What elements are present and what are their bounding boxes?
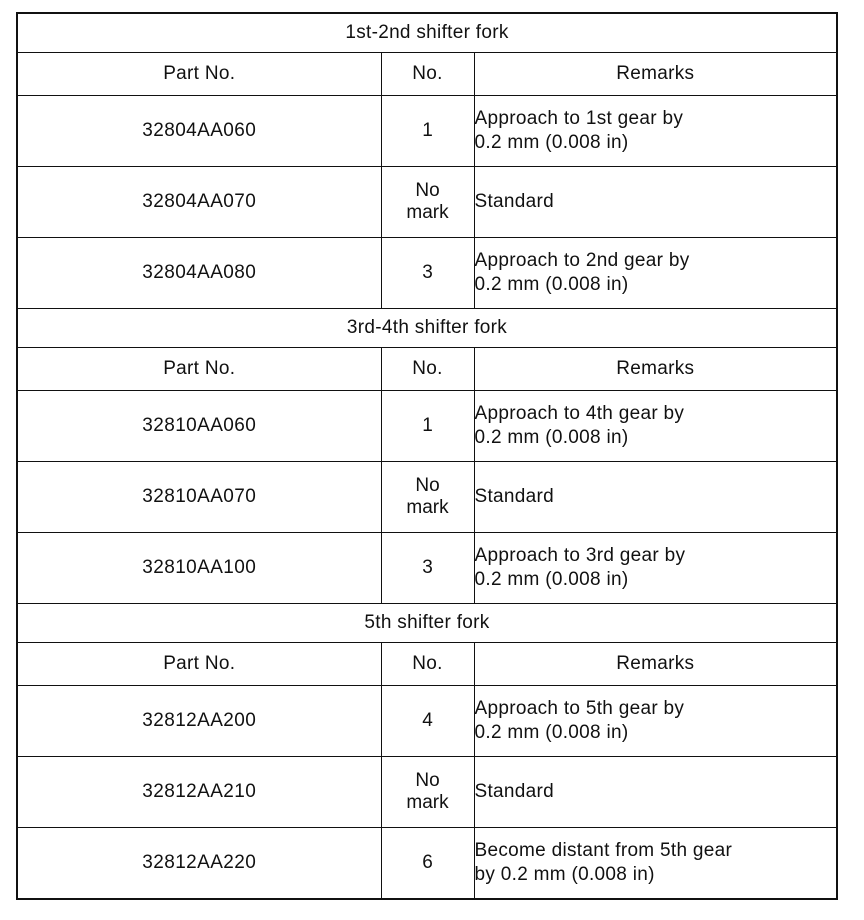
- mark-number: 3: [381, 238, 474, 309]
- part-number: 32804AA070: [17, 167, 381, 238]
- remarks-cell: [474, 238, 837, 309]
- header-row: [17, 53, 837, 96]
- part-number: 32812AA200: [17, 686, 381, 757]
- remarks-line-2: 0.2 mm (0.008 in): [474, 569, 629, 590]
- remarks-cell: [474, 828, 837, 900]
- table-row: [17, 757, 837, 828]
- mark-line-2: mark: [406, 201, 449, 223]
- section-title-row: [17, 604, 837, 643]
- document-page: [16, 12, 838, 900]
- table-row: [17, 238, 837, 309]
- header-remarks: Remarks: [474, 53, 837, 96]
- remarks-cell: Standard: [474, 462, 837, 533]
- mark-number: [381, 167, 474, 238]
- section-title: 5th shifter fork: [17, 604, 837, 643]
- mark-line-1: No: [415, 769, 440, 791]
- remarks-line-1: Approach to 2nd gear by: [474, 250, 690, 272]
- remarks-cell: [474, 391, 837, 462]
- mark-number: 6: [381, 828, 474, 900]
- header-no: No.: [381, 53, 474, 96]
- remarks-line-1: Approach to 1st gear by: [474, 108, 684, 130]
- remarks-cell: [474, 686, 837, 757]
- remarks-line-2: 0.2 mm (0.008 in): [474, 427, 629, 448]
- remarks-line-1: Approach to 5th gear by: [474, 698, 685, 720]
- mark-number: 3: [381, 533, 474, 604]
- table-row: [17, 686, 837, 757]
- part-number: 32804AA080: [17, 238, 381, 309]
- mark-number: 1: [381, 391, 474, 462]
- header-row: [17, 348, 837, 391]
- table-row: [17, 533, 837, 604]
- section-title-row: [17, 309, 837, 348]
- mark-number: 1: [381, 96, 474, 167]
- mark-number: [381, 462, 474, 533]
- part-number: 32812AA210: [17, 757, 381, 828]
- remarks-line-2: 0.2 mm (0.008 in): [474, 722, 629, 743]
- remarks-line-1: Become distant from 5th gear: [474, 840, 733, 862]
- part-number: 32810AA060: [17, 391, 381, 462]
- part-number: 32812AA220: [17, 828, 381, 900]
- remarks-cell: [474, 96, 837, 167]
- part-number: 32810AA100: [17, 533, 381, 604]
- table-row: [17, 462, 837, 533]
- table-row: [17, 167, 837, 238]
- mark-line-1: No: [415, 474, 440, 496]
- part-number: 32804AA060: [17, 96, 381, 167]
- header-no: No.: [381, 348, 474, 391]
- header-remarks: Remarks: [474, 348, 837, 391]
- header-part-no: Part No.: [17, 348, 381, 391]
- remarks-line-2: 0.2 mm (0.008 in): [474, 274, 629, 295]
- remarks-line-2: by 0.2 mm (0.008 in): [474, 864, 655, 885]
- mark-number: 4: [381, 686, 474, 757]
- header-remarks: Remarks: [474, 643, 837, 686]
- mark-line-2: mark: [406, 496, 449, 518]
- shifter-fork-table: [16, 12, 838, 900]
- section-title-row: [17, 13, 837, 53]
- remarks-cell: Standard: [474, 167, 837, 238]
- header-part-no: Part No.: [17, 53, 381, 96]
- header-part-no: Part No.: [17, 643, 381, 686]
- section-title: 1st-2nd shifter fork: [17, 13, 837, 53]
- remarks-line-2: 0.2 mm (0.008 in): [474, 132, 629, 153]
- remarks-line-1: Approach to 4th gear by: [474, 403, 685, 425]
- mark-line-2: mark: [406, 791, 449, 813]
- mark-number: [381, 757, 474, 828]
- header-row: [17, 643, 837, 686]
- remarks-line-1: Approach to 3rd gear by: [474, 545, 686, 567]
- table-row: [17, 391, 837, 462]
- part-number: 32810AA070: [17, 462, 381, 533]
- mark-line-1: No: [415, 179, 440, 201]
- table-row: [17, 828, 837, 900]
- remarks-cell: Standard: [474, 757, 837, 828]
- table-row: [17, 96, 837, 167]
- section-title: 3rd-4th shifter fork: [17, 309, 837, 348]
- header-no: No.: [381, 643, 474, 686]
- remarks-cell: [474, 533, 837, 604]
